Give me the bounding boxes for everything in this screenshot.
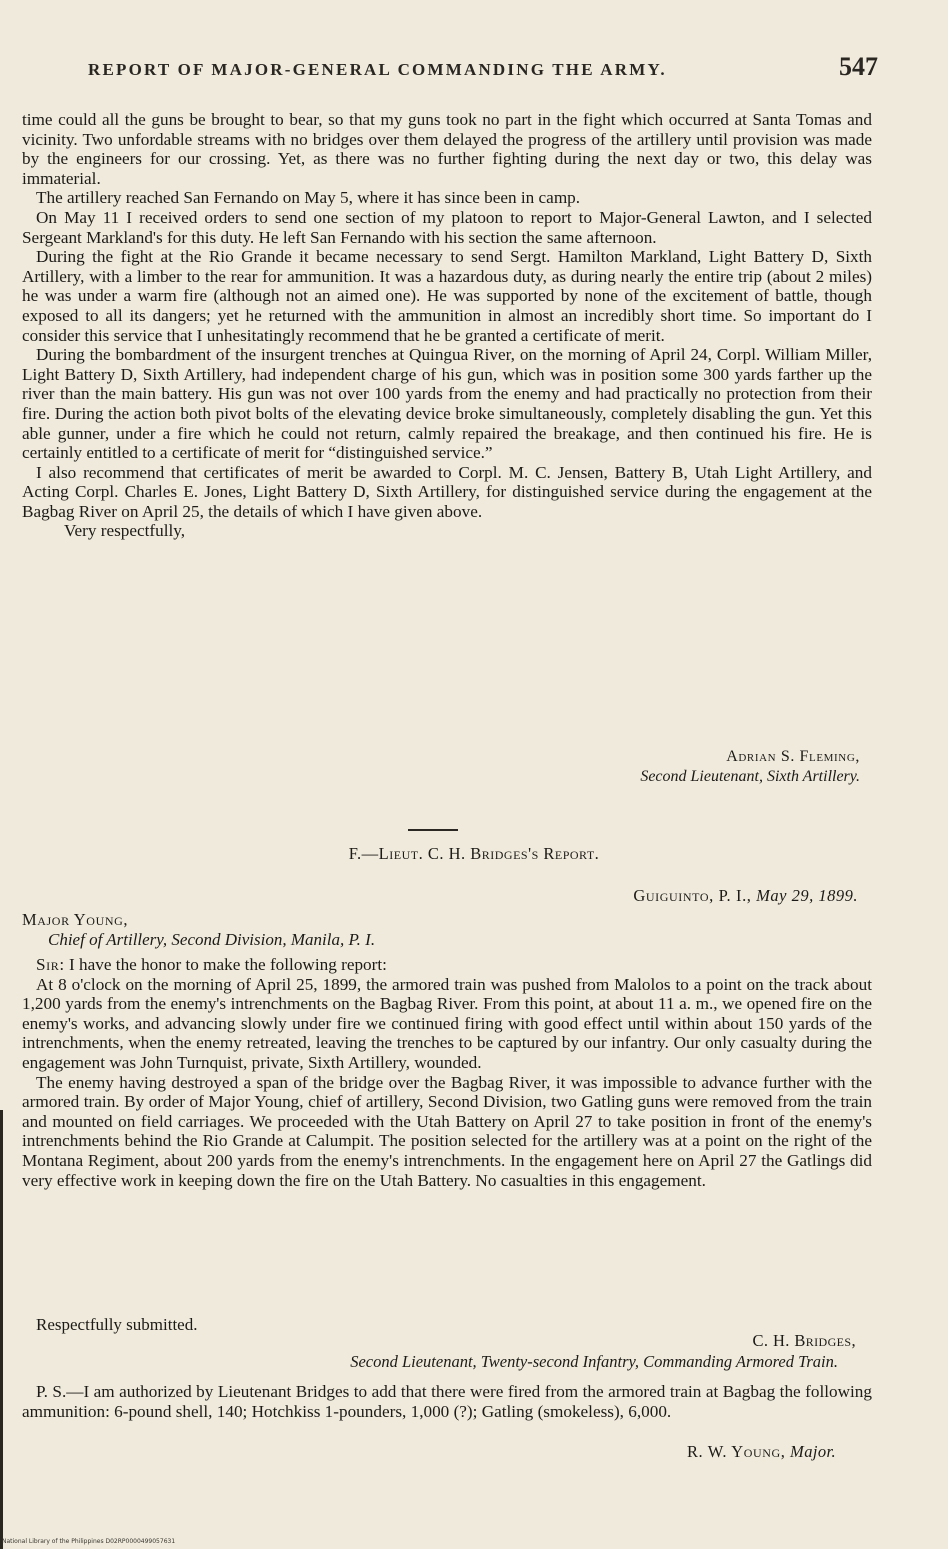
signature-name: C. H. Bridges, — [752, 1331, 856, 1350]
postscript-body — [22, 1382, 872, 1421]
section-title: F.—Lieut. C. H. Bridges's Report. — [348, 844, 600, 863]
dateline — [633, 886, 858, 906]
closing-line: Very respectfully, — [64, 521, 186, 541]
salutation: Sir: — [36, 955, 65, 974]
signature-name: R. W. Young, — [686, 1442, 786, 1461]
header-title: REPORT OF MAJOR-GENERAL COMMANDING THE ARMY. — [88, 60, 667, 79]
salutation-paragraph — [22, 955, 872, 975]
paragraph: At 8 o'clock on the morning of April 25, 1899, the armored train was pushed from Malolos to a point on the track about 1,200 yards from the enemy's intrenchments on the Bagbag River. From this point, at about 11 a. m., we opened fire on the enemy's works, and advancing slowly under fire we continued firing with good effect until within about 150 yards of the intrenchments, when the enemy retreated, leaving the trenches to be captured by our infantry. Our only casualty during the engagement was John Turnquist, private, Sixth Artillery, wounded. — [22, 974, 872, 1072]
paragraph: I have the honor to make the following report: — [69, 955, 387, 974]
running-header — [88, 52, 878, 86]
paragraph: During the bombardment of the insurgent trenches at Quingua River, on the morning of April 24, Corpl. William Miller, Light Battery D, Sixth Artillery, had independent charge of his gun, which was in position some 300 yards farther up the river than the main battery. His gun was not over 100 yards from the enemy and had practically no protection from their fire. During the action both pivot bolts of the elevating device broke simultaneously, completely disabling the gun. Yet this able gunner, under a fire which he could not return, calmly repaired the breakage, and then continued his fire. He is certainly entitled to a certificate of merit for “distinguished service.” — [22, 345, 872, 463]
addressee-title: Chief of Artillery, Second Division, Manila, P. I. — [48, 930, 376, 949]
closing-line: Respectfully submitted. — [36, 1315, 198, 1334]
paragraph: time could all the guns be brought to bear, so that my guns took no part in the fight which occurred at Santa Tomas and vicinity. Two unfordable streams with no bridges over them delayed the progress of the artillery until provision was made by the engineers for our crossing. Yet, as there was no further fighting during the next day or two, this delay was immaterial. — [22, 110, 872, 188]
page-edge-shadow — [0, 1110, 3, 1549]
paragraph: During the fight at the Rio Grande it became necessary to send Sergt. Hamilton Markland, Light Battery D, Sixth Artillery, with a limber to the rear for ammunition. It was a hazardous duty, as during nearly the entire trip (about 2 miles) he was under a warm fire (although not an aimed one). He was supported by none of the excitement of battle, though exposed to all its dangers; yet he returned with the ammunition in almost an incredibly short time. So important do I consider this service that I unhesitatingly recommend that he be granted a certificate of merit. — [22, 247, 872, 345]
signature-title: Second Lieutenant, Sixth Artillery. — [640, 768, 860, 785]
signature-title: Second Lieutenant, Twenty-second Infantry, Commanding Armored Train. — [350, 1352, 838, 1371]
report-date: May 29, 1899. — [756, 886, 858, 905]
signature-name: Adrian S. Fleming, — [726, 748, 860, 765]
paragraph: The artillery reached San Fernando on May 5, where it has since been in camp. — [36, 188, 581, 208]
place-name: Guiguinto, P. I., — [633, 886, 752, 905]
paragraph: The enemy having destroyed a span of the bridge over the Bagbag River, it was impossible to advance further with the armored train. By order of Major Young, chief of artillery, Second Division, two Gatling guns were removed from the train and mounted on field carriages. We proceeded with the Utah Battery on April 27 to take position in front of the enemy's intrenchments behind the Rio Grande at Calumpit. The position selected for the artillery was at a point on the right of the Montana Regiment, about 200 yards from the enemy's intrenchments. In the engagement here on April 27 the Gatlings did very effective work in keeping down the fire on the Utah Battery. No casualties in this engagement. — [22, 1072, 872, 1190]
section-divider — [408, 829, 458, 831]
bridges-report-body — [22, 955, 872, 1190]
signature-rank: Major. — [790, 1442, 836, 1461]
postscript-signature — [687, 1442, 836, 1462]
paragraph: I also recommend that certificates of merit be awarded to Corpl. M. C. Jensen, Battery B, Utah Light Artillery, and Acting Corpl. Charles E. Jones, Light Battery D, Sixth Artillery, for distinguished service during the engagement at the Bagbag River on April 25, the details of which I have given above. — [22, 462, 872, 521]
page-number: 547 — [839, 52, 878, 81]
scan-footer: National Library of the Philippines D02RP0000499057631 — [2, 1538, 176, 1545]
postscript: P. S.—I am authorized by Lieutenant Bridges to add that there were fired from the armored train at Bagbag the following ammunition: 6-pound shell, 140; Hotchkiss 1-pounders, 1,000 (?); Gatling (smokeless), 6,000. — [22, 1382, 872, 1421]
fleming-report-body — [22, 110, 872, 541]
addressee: Major Young, — [22, 910, 129, 929]
paragraph: On May 11 I received orders to send one section of my platoon to report to Major-General Lawton, and I selected Sergeant Markland's for this duty. He left San Fernando with his section the same afternoon. — [22, 207, 872, 247]
